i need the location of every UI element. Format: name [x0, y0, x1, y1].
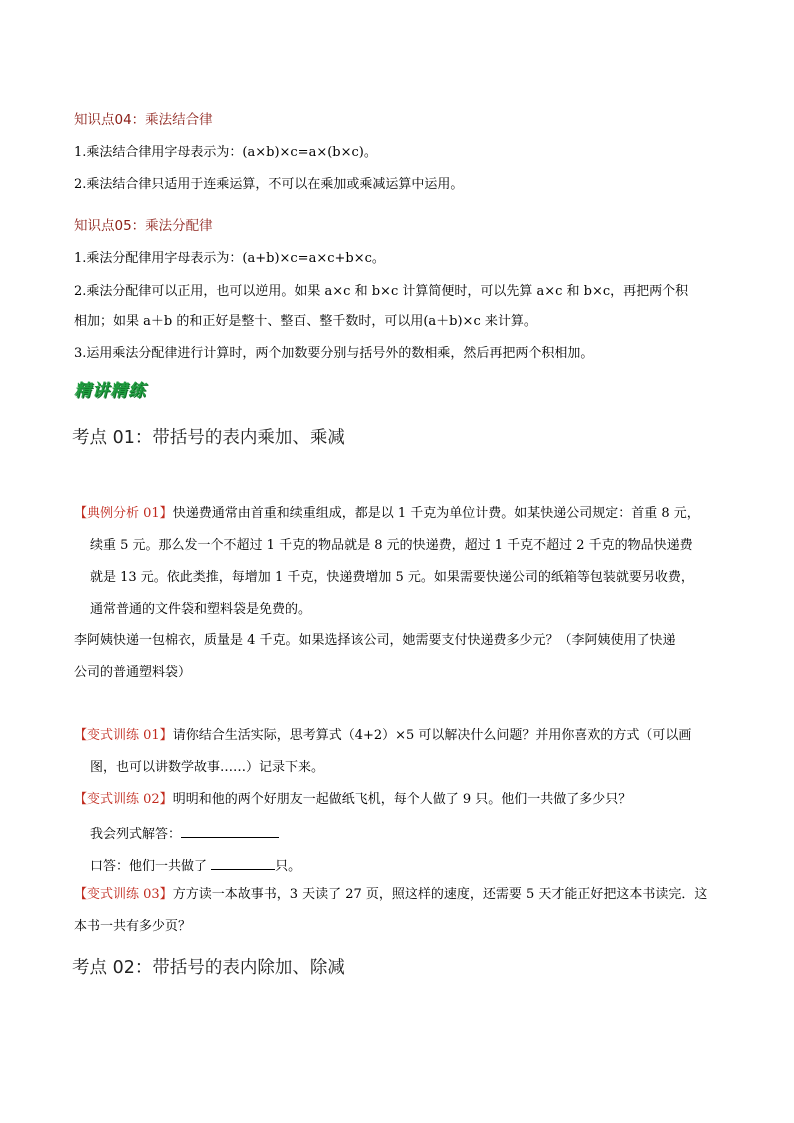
variant-02-line-3 [90, 855, 301, 876]
example-line-2: 续重 5 元。那么发一个不超过 1 千克的物品就是 8 元的快递费，超过 1 千克不超过 2 千克的物品快递费 [90, 538, 693, 553]
kp05-line-2: 2.乘法分配律可以正用，也可以逆用。如果 a×c 和 b×c 计算简便时，可以先算 a×c 和 b×c，再把两个积 [74, 284, 689, 299]
answer-blank-count[interactable] [211, 855, 275, 870]
kp05-line-2b: 相加；如果 a＋b 的和正好是整十、整百、整千数时，可以用(a＋b)×c 来计算。 [74, 314, 537, 329]
variant-02-line-2 [90, 823, 279, 844]
kp04-line-1: 1.乘法结合律用字母表示为：(a×b)×c=a×(b×c)。 [74, 145, 377, 160]
section-banner: 精讲精练 [74, 381, 146, 401]
variant-01-text-1: 请你结合生活实际，思考算式（4+2）×5 可以解决什么问题？并用你喜欢的方式（可以画 [172, 728, 692, 743]
kaodian-01-heading: 考点 01：带括号的表内乘加、乘减 [72, 428, 345, 448]
variant-03-tag: 【变式训练 03】 [74, 887, 173, 902]
example-line-5: 李阿姨快递一包棉衣，质量是 4 千克。如果选择该公司，她需要支付快递费多少元？（李阿姨使用了快递 [74, 633, 676, 648]
variant-02-prompt: 我会列式解答： [90, 827, 182, 842]
knowledge-point-04-title: 知识点04：乘法结合律 [74, 112, 213, 128]
variant-01-tag: 【变式训练 01】 [74, 728, 173, 743]
kp04-line-2: 2.乘法结合律只适用于连乘运算，不可以在乘加或乘减运算中运用。 [74, 177, 464, 192]
variant-01-line-1 [74, 727, 691, 745]
variant-02-tag: 【变式训练 02】 [74, 792, 173, 807]
example-text-1: 快递费通常由首重和续重组成，都是以 1 千克为单位计费。如某快递公司规定：首重 8 元， [172, 506, 700, 521]
variant-01-line-2: 图，也可以讲数学故事……）记录下来。 [90, 760, 325, 775]
example-line-4: 通常普通的文件袋和塑料袋是免费的。 [90, 602, 312, 617]
variant-02-answer-suffix: 只。 [275, 859, 302, 874]
example-line-3: 就是 13 元。依此类推，每增加 1 千克，快递费增加 5 元。如果需要快递公司的纸箱等包装就要另收费， [90, 570, 694, 585]
answer-blank-expression[interactable] [181, 823, 279, 838]
kp05-line-1: 1.乘法分配律用字母表示为：(a+b)×c=a×c+b×c。 [74, 251, 385, 266]
variant-02-text-1: 明明和他的两个好朋友一起做纸飞机，每个人做了 9 只。他们一共做了多少只？ [172, 792, 632, 807]
example-line-1 [74, 505, 700, 523]
example-tag: 【典例分析 01】 [74, 506, 173, 521]
variant-03-text-1: 方方读一本故事书，3 天读了 27 页，照这样的速度，还需要 5 天才能正好把这本书读完．这 [172, 887, 708, 902]
variant-03-line-1 [74, 886, 707, 904]
kaodian-02-heading: 考点 02：带括号的表内除加、除减 [72, 958, 345, 978]
variant-02-answer-prefix: 口答：他们一共做了 [90, 859, 212, 874]
kp05-line-3: 3.运用乘法分配律进行计算时，两个加数要分别与括号外的数相乘，然后再把两个积相加。 [74, 346, 594, 361]
variant-02-line-1 [74, 791, 631, 809]
knowledge-point-05-title: 知识点05：乘法分配律 [74, 218, 213, 234]
variant-03-line-2: 本书一共有多少页？ [74, 919, 192, 934]
example-line-6: 公司的普通塑料袋） [74, 665, 192, 680]
